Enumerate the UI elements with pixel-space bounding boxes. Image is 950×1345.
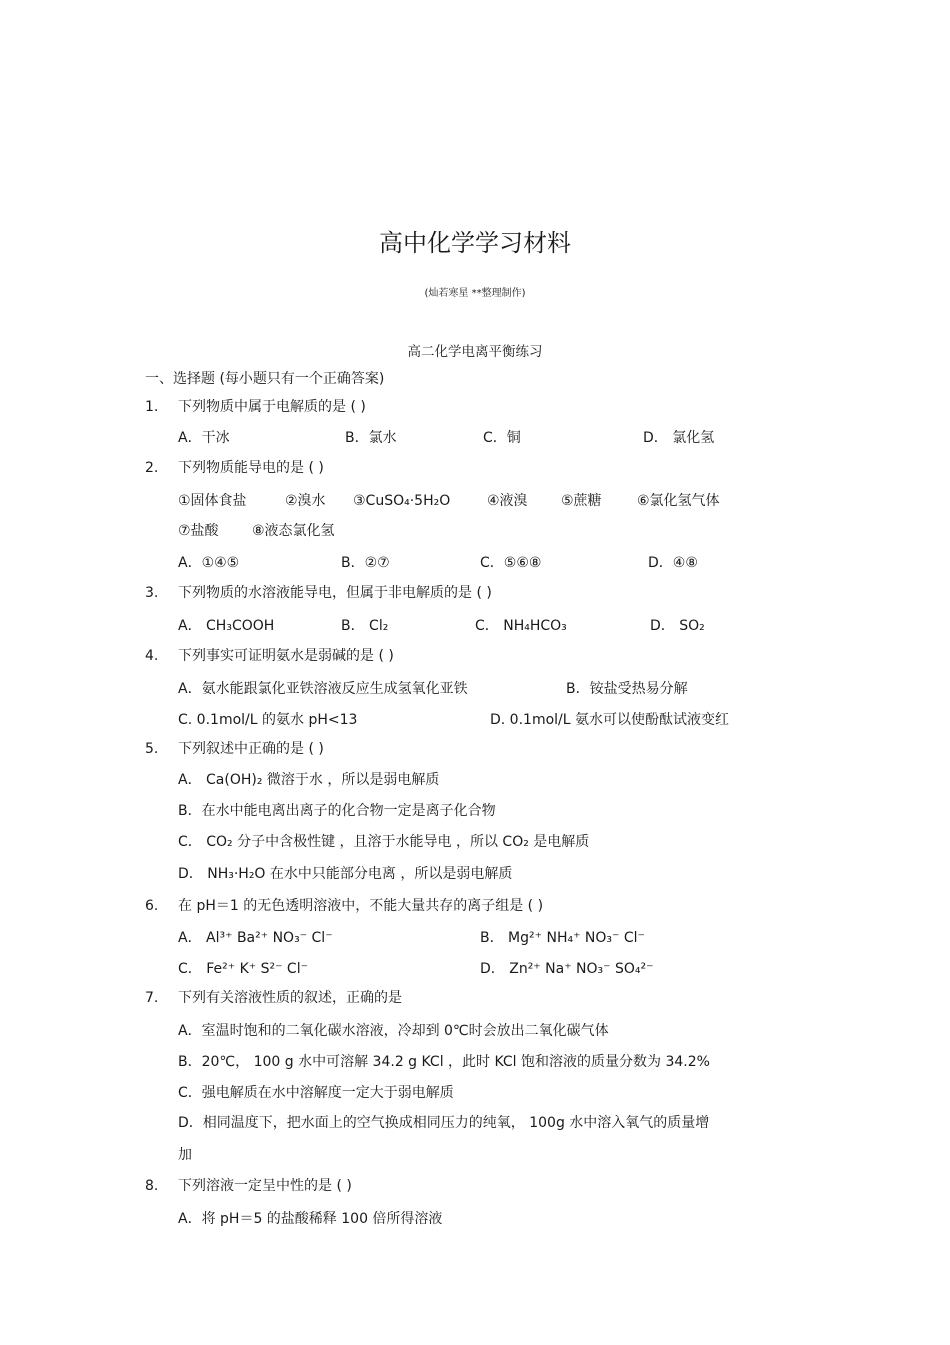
- option-b: B．20℃， 100 g 水中可溶解 34.2 g KCl ，此时 KCl 饱和溶液的质量分数为 34.2%: [178, 1054, 710, 1070]
- question-stem: 下列叙述中正确的是 ( ): [178, 741, 324, 757]
- question-number: 2.: [145, 460, 159, 476]
- question-stem: 下列事实可证明氨水是弱碱的是 ( ): [178, 648, 394, 664]
- question-stem: 下列有关溶液性质的叙述，正确的是: [178, 990, 402, 1006]
- substance-item: ⑥氯化氢气体: [637, 493, 720, 509]
- option-c: C．铜: [483, 430, 521, 446]
- question-number: 6.: [145, 898, 159, 914]
- option-d: D． 氯化氢: [643, 430, 715, 446]
- question-number: 4.: [145, 648, 159, 664]
- option-c: C．强电解质在水中溶解度一定大于弱电解质: [178, 1085, 454, 1101]
- question-stem: 在 pH＝1 的无色透明溶液中，不能大量共存的离子组是 ( ): [178, 898, 544, 914]
- substance-item: ⑦盐酸: [178, 523, 219, 539]
- option-a: A． Ca(OH)₂ 微溶于水 ，所以是弱电解质: [178, 772, 440, 788]
- option-a: A． Al³⁺ Ba²⁺ NO₃⁻ Cl⁻: [178, 930, 333, 946]
- option-c: C． NH₄HCO₃: [475, 618, 567, 634]
- question-number: 3.: [145, 585, 159, 601]
- option-c: C. 0.1mol/L 的氨水 pH<13: [178, 712, 358, 728]
- maker-note: (灿若寒星 **整理制作): [424, 288, 526, 299]
- option-d-continued: 加: [178, 1147, 192, 1163]
- option-b: B．②⑦: [341, 555, 390, 571]
- exercise-title: 高二化学电离平衡练习: [407, 344, 543, 360]
- option-d: D．④⑧: [648, 555, 698, 571]
- option-a: A． CH₃COOH: [178, 618, 275, 634]
- option-a: A．室温时饱和的二氧化碳水溶液，冷却到 0℃时会放出二氧化碳气体: [178, 1023, 609, 1039]
- option-a: A．干冰: [178, 430, 230, 446]
- section-heading: 一、选择题 (每小题只有一个正确答案): [145, 371, 385, 387]
- option-b: B． Mg²⁺ NH₄⁺ NO₃⁻ Cl⁻: [480, 930, 645, 946]
- option-b: B．氯水: [345, 430, 397, 446]
- substance-item: ④液溴: [487, 493, 528, 509]
- option-b: B．铵盐受热易分解: [566, 681, 688, 697]
- option-c: C． Fe²⁺ K⁺ S²⁻ Cl⁻: [178, 961, 308, 977]
- option-a: A．氨水能跟氯化亚铁溶液反应生成氢氧化亚铁: [178, 681, 468, 697]
- option-d: D． NH₃·H₂O 在水中只能部分电离 ，所以是弱电解质: [178, 866, 513, 882]
- option-b: B．在水中能电离出离子的化合物一定是离子化合物: [178, 803, 496, 819]
- option-a: A．将 pH＝5 的盐酸稀释 100 倍所得溶液: [178, 1211, 443, 1227]
- page-title: 高中化学学习材料: [379, 229, 571, 257]
- question-stem: 下列溶液一定呈中性的是 ( ): [178, 1178, 352, 1194]
- substance-item: ⑤蔗糖: [561, 493, 602, 509]
- question-number: 7.: [145, 990, 159, 1006]
- option-d: D. 0.1mol/L 氨水可以使酚酞试液变红: [490, 712, 730, 728]
- substance-item: ⑧液态氯化氢: [252, 523, 335, 539]
- substance-item: ①固体食盐: [178, 493, 247, 509]
- question-number: 8.: [145, 1178, 159, 1194]
- option-a: A．①④⑤: [178, 555, 240, 571]
- question-number: 5.: [145, 741, 159, 757]
- option-d: D．相同温度下，把水面上的空气换成相同压力的纯氧， 100g 水中溶入氧气的质量增: [178, 1115, 710, 1131]
- question-stem: 下列物质的水溶液能导电，但属于非电解质的是 ( ): [178, 585, 492, 601]
- substance-item: ②溴水: [285, 493, 326, 509]
- option-c: C．⑤⑥⑧: [480, 555, 542, 571]
- option-c: C． CO₂ 分子中含极性键 ，且溶于水能导电 ，所以 CO₂ 是电解质: [178, 834, 590, 850]
- option-d: D． Zn²⁺ Na⁺ NO₃⁻ SO₄²⁻: [480, 961, 654, 977]
- substance-item: ③CuSO₄·5H₂O: [353, 493, 451, 509]
- option-d: D． SO₂: [650, 618, 705, 634]
- option-b: B． Cl₂: [341, 618, 389, 634]
- question-stem: 下列物质能导电的是 ( ): [178, 460, 324, 476]
- question-stem: 下列物质中属于电解质的是 ( ): [178, 399, 366, 415]
- question-number: 1.: [145, 399, 159, 415]
